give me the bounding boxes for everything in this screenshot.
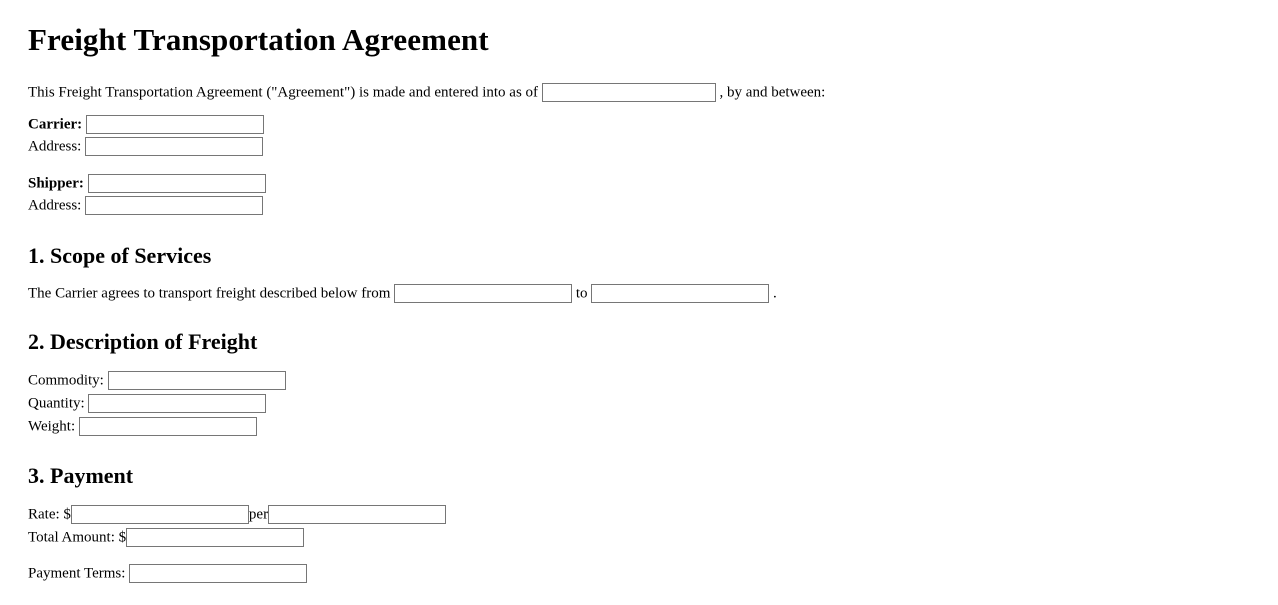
carrier-address-input[interactable] xyxy=(85,137,263,156)
commodity-row xyxy=(28,369,1250,392)
intro-text-after-date: , by and between: xyxy=(719,84,826,101)
scope-text-after: . xyxy=(773,285,777,302)
weight-input[interactable] xyxy=(79,417,257,436)
payment-fields xyxy=(28,503,1250,548)
rate-input[interactable] xyxy=(71,505,249,524)
carrier-name-input[interactable] xyxy=(86,115,264,134)
section-heading-scope: 1. Scope of Services xyxy=(28,242,212,268)
per-label: per xyxy=(248,506,269,523)
carrier-address-label: Address: xyxy=(28,138,82,155)
intro-text-before-date: This Freight Transportation Agreement ("Agreement") is made and entered into as of xyxy=(28,84,539,101)
shipper-address-row xyxy=(28,194,1250,217)
rate-label: Rate: $ xyxy=(28,506,71,523)
scope-text-before: The Carrier agrees to transport freight described below from xyxy=(28,285,391,302)
quantity-label: Quantity: xyxy=(28,395,85,412)
quantity-row xyxy=(28,392,1250,415)
carrier-name-row xyxy=(28,113,1250,136)
origin-input[interactable] xyxy=(394,284,572,303)
total-amount-label: Total Amount: $ xyxy=(28,529,127,546)
weight-label: Weight: xyxy=(28,418,76,435)
destination-input[interactable] xyxy=(591,284,769,303)
commodity-input[interactable] xyxy=(108,371,286,390)
scope-text-middle: to xyxy=(575,285,588,302)
rate-row xyxy=(28,503,1250,526)
agreement-date-input[interactable] xyxy=(542,83,716,102)
scope-paragraph xyxy=(28,283,1250,304)
carrier-block xyxy=(28,113,1250,158)
shipper-block xyxy=(28,172,1250,217)
shipper-name-row xyxy=(28,172,1250,195)
quantity-input[interactable] xyxy=(88,394,266,413)
per-unit-input[interactable] xyxy=(268,505,446,524)
shipper-address-label: Address: xyxy=(28,197,82,214)
carrier-label: Carrier: xyxy=(28,116,83,133)
shipper-address-input[interactable] xyxy=(85,196,263,215)
shipper-name-input[interactable] xyxy=(88,174,266,193)
total-amount-input[interactable] xyxy=(126,528,304,547)
section-heading-payment: 3. Payment xyxy=(28,463,134,489)
weight-row xyxy=(28,415,1250,438)
commodity-label: Commodity: xyxy=(28,372,104,389)
page-title: Freight Transportation Agreement xyxy=(28,22,489,57)
payment-terms-input[interactable] xyxy=(129,564,307,583)
shipper-label: Shipper: xyxy=(28,175,84,192)
intro-paragraph xyxy=(28,82,1250,103)
section-heading-freight: 2. Description of Freight xyxy=(28,329,258,355)
payment-terms-label: Payment Terms: xyxy=(28,565,126,582)
payment-terms-row xyxy=(28,562,1250,585)
freight-fields xyxy=(28,369,1250,437)
total-amount-row xyxy=(28,526,1250,549)
carrier-address-row xyxy=(28,135,1250,158)
